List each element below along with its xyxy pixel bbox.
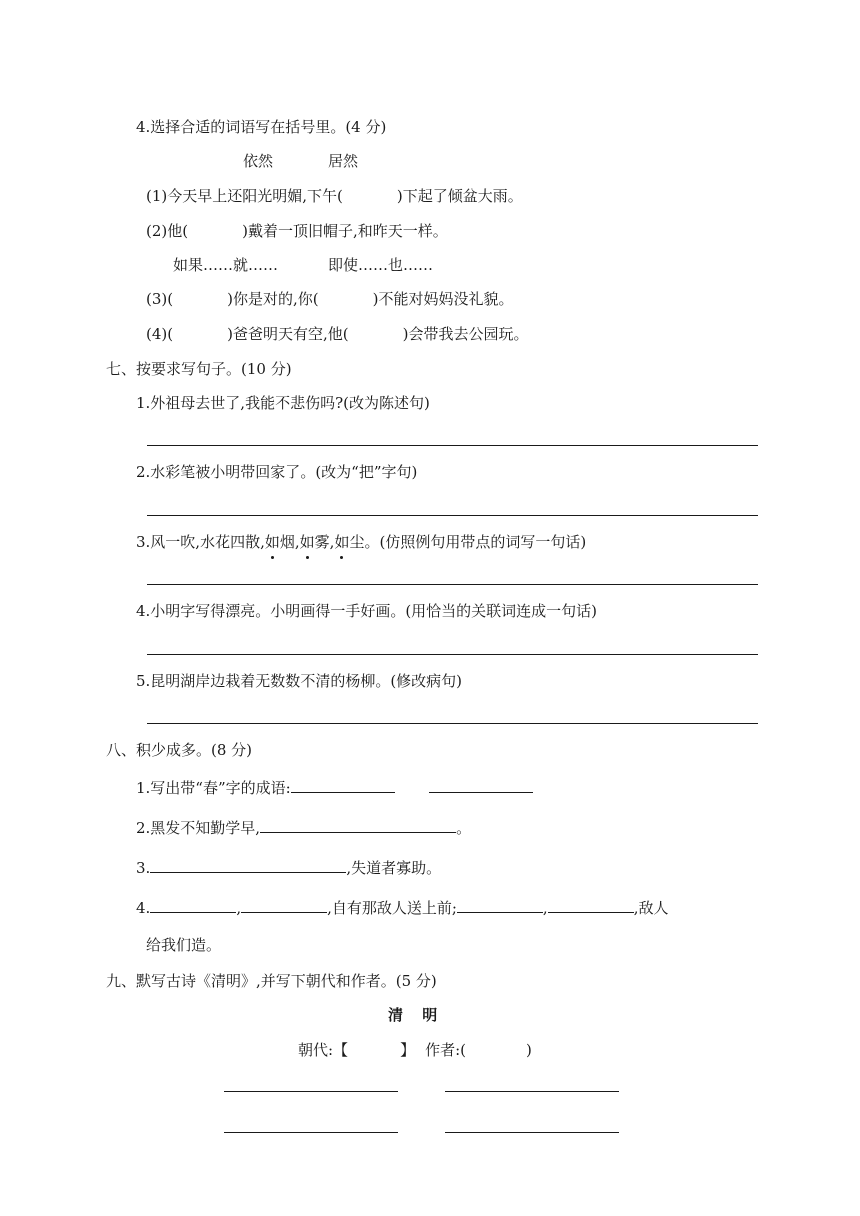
poem-line[interactable] <box>224 1132 398 1133</box>
answer-line[interactable] <box>147 723 758 724</box>
sec8-item-1: 1.写出带“春”字的成语: <box>136 776 533 798</box>
q4-title: 4.选择合适的词语写在括号里。(4 分) <box>136 118 387 136</box>
answer-line[interactable] <box>147 515 758 516</box>
answer-blank[interactable] <box>150 896 236 913</box>
sec8-item-2: 2.黑发不知勤学早, 。 <box>136 816 471 838</box>
section-9-title: 九、默写古诗《清明》,并写下朝代和作者。(5 分) <box>106 972 437 990</box>
word-option: 居然 <box>328 152 359 170</box>
sec7-item-4: 4.小明字写得漂亮。小明画得一手好画。(用恰当的关联词连成一句话) <box>136 602 598 620</box>
dynasty-author-row <box>298 1040 532 1060</box>
word-option: 即使……也…… <box>328 256 434 274</box>
dynasty-label: 朝代:【 <box>298 1041 349 1059</box>
emphasis-dot-char: 如 <box>264 533 280 551</box>
q4-sentence-1: (1)今天早上还阳光明媚,下午( )下起了倾盆大雨。 <box>146 187 523 205</box>
answer-blank[interactable] <box>241 896 327 913</box>
answer-line[interactable] <box>147 445 758 446</box>
answer-blank[interactable] <box>457 896 543 913</box>
author-close: ) <box>525 1041 532 1059</box>
sec8-item-4: 4. , ,自有那敌人送上前; , ,敌人 <box>136 896 668 918</box>
sec7-item-5: 5.昆明湖岸边栽着无数数不清的杨柳。(修改病句) <box>136 672 463 690</box>
poem-line[interactable] <box>224 1091 398 1092</box>
poem-line[interactable] <box>445 1132 619 1133</box>
answer-blank[interactable] <box>260 816 456 833</box>
q4-sentence-4: (4)( )爸爸明天有空,他( )会带我去公园玩。 <box>146 325 529 343</box>
author-label: 作者:( <box>425 1041 466 1059</box>
answer-blank[interactable] <box>150 856 346 873</box>
sec8-item-4-continuation: 给我们造。 <box>146 936 222 954</box>
dynasty-close: 】 <box>400 1041 416 1059</box>
sec8-item-3: 3. ,失道者寡助。 <box>136 856 441 878</box>
q4-sentence-3: (3)( )你是对的,你( )不能对妈妈没礼貌。 <box>146 290 514 308</box>
sec7-item-3: 3.风一吹,水花四散,如烟,如雾,如尘。(仿照例句用带点的词写一句话) <box>136 533 587 551</box>
answer-line[interactable] <box>147 584 758 585</box>
poem-line[interactable] <box>445 1091 619 1092</box>
poem-title: 清 明 <box>388 1006 438 1024</box>
q4-sentence-2: (2)他( )戴着一顶旧帽子,和昨天一样。 <box>146 222 448 240</box>
answer-line[interactable] <box>147 654 758 655</box>
section-8-title: 八、积少成多。(8 分) <box>106 741 253 759</box>
section-7-title: 七、按要求写句子。(10 分) <box>106 360 292 378</box>
word-option: 如果……就…… <box>173 256 279 274</box>
sec7-item-2: 2.水彩笔被小明带回家了。(改为“把”字句) <box>136 463 418 481</box>
sec7-item-1: 1.外祖母去世了,我能不悲伤吗?(改为陈述句) <box>136 394 430 412</box>
answer-blank[interactable] <box>291 776 395 793</box>
answer-blank[interactable] <box>429 776 533 793</box>
emphasis-dot-char: 如 <box>334 533 350 551</box>
word-option: 依然 <box>243 152 274 170</box>
answer-blank[interactable] <box>548 896 634 913</box>
emphasis-dot-char: 如 <box>299 533 315 551</box>
